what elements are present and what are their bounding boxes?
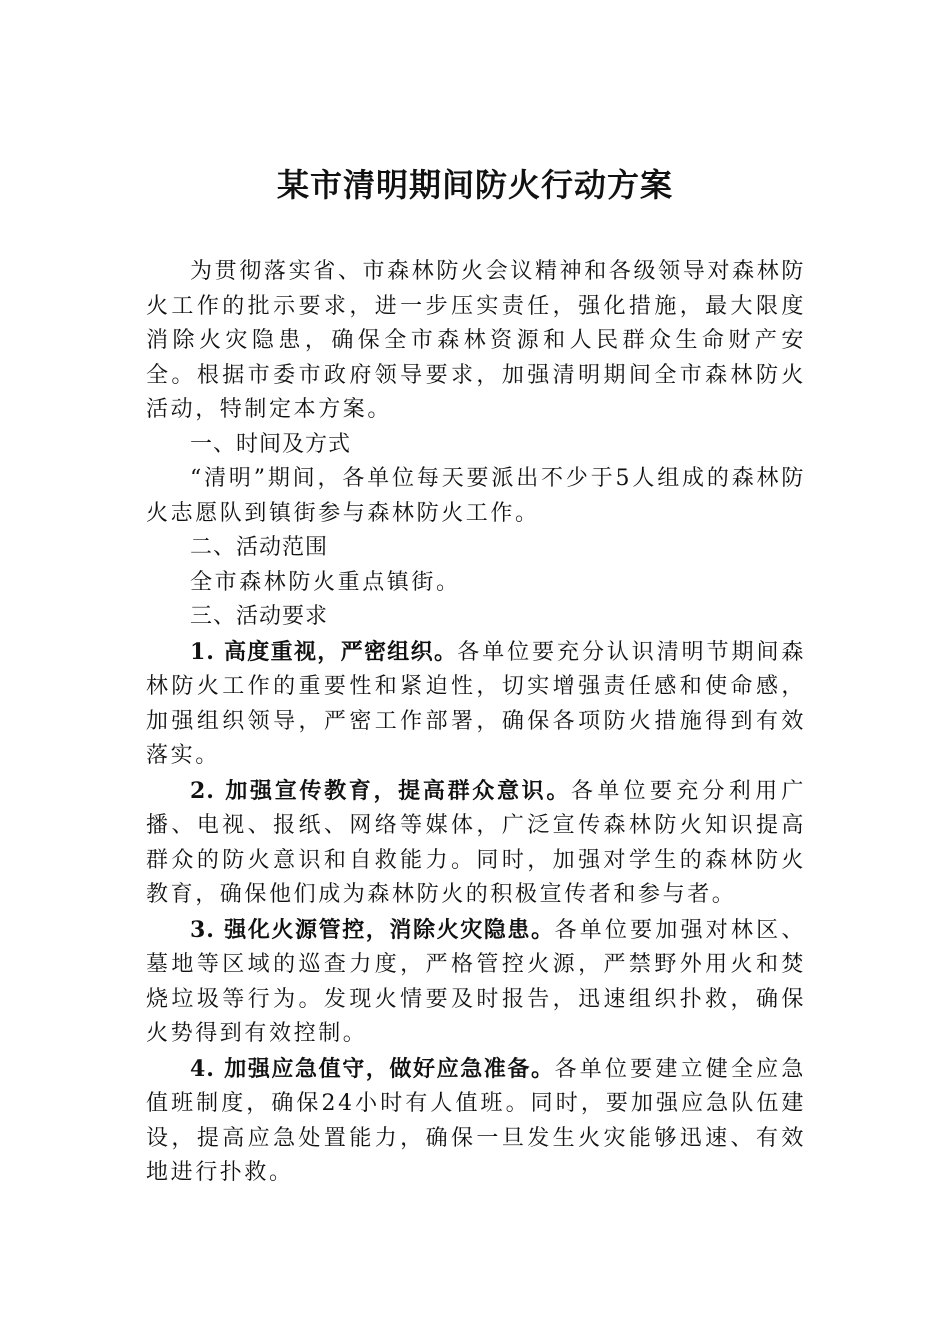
section-heading-scope: 二、活动范围: [190, 535, 329, 560]
requirement-item-2: [146, 774, 806, 913]
requirement-text-2: 各单位要充分利用广播、电视、报纸、网络等媒体，广泛宣传森林防火知识提高群众的防火意识和自救能力。同时，加强对学生的森林防火教育，确保他们成为森林防火的积极宣传者和参与者。: [146, 778, 806, 907]
intro-paragraph: 为贯彻落实省、市森林防火会议精神和各级领导对森林防火工作的批示要求，进一步压实责任，强化措施，最大限度消除火灾隐患，确保全市森林资源和人民群众生命财产安全。根据市委市政府领导要求，加强清明期间全市森林防火活动，特制定本方案。: [146, 259, 806, 422]
requirement-lead-2: 2. 加强宣传教育，提高群众意识。: [190, 777, 572, 804]
requirement-text-4: 各单位要建立健全应急值班制度，确保24小时有人值班。同时，要加强应急队伍建设，提高应急处置能力，确保一旦发生火灾能够迅速、有效地进行扑救。: [146, 1056, 806, 1185]
requirement-text-3: 各单位要加强对林区、墓地等区域的巡查力度，严格管控火源，严禁野外用火和焚烧垃圾等行为。发现火情要及时报告，迅速组织扑救，确保火势得到有效控制。: [146, 917, 806, 1046]
section-heading-requirements: 三、活动要求: [190, 604, 329, 629]
requirement-lead-3: 3. 强化火源管控，消除火灾隐患。: [190, 916, 555, 943]
requirement-item-4: [146, 1052, 806, 1191]
requirement-item-1: [146, 635, 806, 774]
document-title: 某市清明期间防火行动方案: [276, 166, 673, 204]
section-text-scope: 全市森林防火重点镇街。: [190, 569, 461, 595]
requirement-lead-4: 4. 加强应急值守，做好应急准备。: [190, 1055, 555, 1082]
document-body: [146, 255, 806, 1191]
requirement-item-3: [146, 913, 806, 1052]
section-heading-time: 一、时间及方式: [190, 431, 352, 457]
requirement-lead-1: 1. 高度重视，严密组织。: [190, 638, 458, 665]
section-text-time: “清明”期间，各单位每天要派出不少于5人组成的森林防火志愿队到镇街参与森林防火工作。: [146, 466, 806, 526]
requirement-text-1: 各单位要充分认识清明节期间森林防火工作的重要性和紧迫性，切实增强责任感和使命感，加强组织领导，严密工作部署，确保各项防火措施得到有效落实。: [146, 639, 806, 768]
